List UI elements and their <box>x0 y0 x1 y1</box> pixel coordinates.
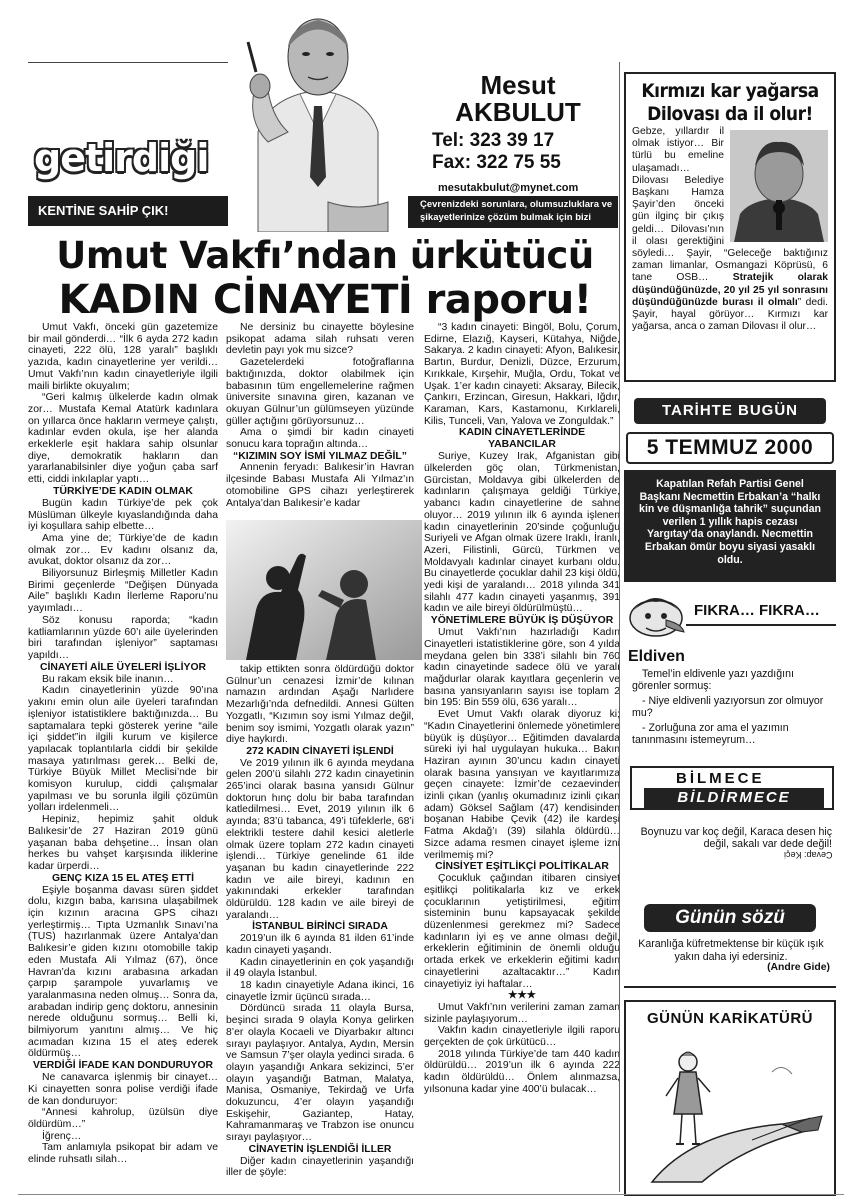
article-subheading: TÜRKİYE’DE KADIN OLMAK <box>53 485 193 497</box>
article-column-2-top <box>226 322 414 517</box>
article-paragraph: 2018 yılında Türkiye’de tam 440 kadın öldürüldü… 2019’un ilk 6 ayında 222 kadın öldürüldü… Önlem alınmazsa, yılsonuna kadar yine 400’ü bulacak… <box>424 1048 620 1095</box>
article-subheading: CİNAYETİ AİLE ÜYELERİ İŞLİYOR <box>39 661 207 673</box>
columnist-first-name: Mesut <box>480 70 556 100</box>
column-header <box>28 62 618 236</box>
tarihte-date-box <box>624 432 836 468</box>
article-paragraph: Tam anlamıyla psikopat bir adam ve elinde ruhsatlı silah… <box>28 1142 218 1166</box>
article-column-1 <box>28 322 218 1192</box>
side-column-title-line-2: Dilovası da il olur! <box>647 103 813 125</box>
fikra-title: FIKRA… FIKRA… <box>694 602 820 619</box>
side-column-quote: Stratejik olarak düşündüğünüzde, 20 yıl 25 yıl sonrasını düşündüğünüzde burası il olmalı <box>632 272 828 308</box>
columnist-last-name: AKBULUT <box>455 97 581 127</box>
article-paragraph: Ama yine de; Türkiye’de de kadın olmak zor… Ev kadını olsanız da, avukat, doktor olsanız da zor… <box>28 532 218 568</box>
article-subheading: 272 KADIN CİNAYETİ İŞLENDİ <box>246 745 394 757</box>
article-paragraph: takip ettikten sonra öldürdüğü doktor Gülnur’un cenazesi İzmir’de kılınan namazın ardından Aşağı Narlıdere Mezarlığı’nda defnedildi. Annesi Gülten Yozgatlı, “Kızımın soy ismi Yılmaz değil, benim soy ismimi, Yozgatlı olarak yazın” diye haykırdı. <box>226 664 414 746</box>
side-column-intro: Gebze, yıllardır il olmak istiyor… Bir türlü bu emeline ulaşamadı… Dilovası Belediye Başkanı Hamza Şayir’den önceki gün ilginç bir çıkış geldi… Dilovası’nın il olası gerektiğini söyledi… Şayir, “Geleceğe baktığınız zaman limanlar, Osmangazi Köprüsü, 6 tane OSB… <box>632 126 828 284</box>
columnist-info <box>418 72 618 194</box>
bilmece-answer: Cevap: Keçi <box>784 850 833 860</box>
article-paragraph: Ama o şimdi bir kadın cinayeti sonucu kara toprağın altında… <box>226 427 414 451</box>
gunun-sozu-title: Günün sözü <box>644 904 816 932</box>
page-bottom-rule <box>18 1194 844 1195</box>
bildirmece-word: BİLDİRMECE <box>644 788 824 808</box>
header-description: Çevrenizdeki sorunlara, olumsuzluklara ve şikayetlerinize çözüm bulmak için bizi arayın. <box>420 199 613 236</box>
bilmece-logo <box>630 766 834 810</box>
article-paragraph: “Annesi kahrolup, üzülsün diye öldürdüm…” <box>28 1107 218 1130</box>
article-paragraph: Ne canavarca işlenmiş bir cinayet… Ki cinayetten sonra polise verdiği ifade de kan donduruyor: <box>28 1072 218 1107</box>
bilmece-word: BİLMECE <box>676 770 765 787</box>
fikra-line-1: Temel’in eldivenle yazı yazdığını görenler sormuş: <box>632 668 794 693</box>
temel-caricature-icon <box>626 590 686 640</box>
fikra-line-3: - Zorluğuna zor ama el yazımın tanınmasını istemeyrum… <box>632 721 789 747</box>
fikra-header <box>624 588 836 644</box>
article-paragraph: 18 kadın cinayetiyle Adana ikinci, 16 cinayetle İzmir üçüncü sırada… <box>226 979 414 1003</box>
columnist-photo <box>228 2 408 232</box>
article-paragraph: Suriye, Kuzey Irak, Afganistan gibi ülkelerden göç olan, Türkmenistan, Gürcistan, Moldavya gibi ülkelerden de kadınların çalışmaya geldiği Türkiye, yabancı kadın cinayetlerine de sahne oluyor… 2019 yılının ilk 6 ayında işlenen kadın cinayetlerinin 20’sinde çoğunluğu Suriyeli ve Afgan olmak üzere Iraklı, İranlı, Azeri, Filistinli, Gürcü, Türkmen ve Moldavyalı kadınlar cinayet kurbanı oldu. Bu cinayetlerde çocuklar dahil 23 kişi öldü, yedi kişi de yaralandı… 2018 yılında 341 silahlı 477 kadın cinayeti yaşanmış, 391 kadın ve aile bireyi öldürülmüştü… <box>424 451 620 615</box>
side-column-title <box>626 80 834 126</box>
article-subheading: CİNSİYET EŞİTLİKÇİ POLİTİKALAR <box>435 861 609 873</box>
article-paragraph: Hepiniz, hepimiz şahit olduk Balıkesir’de 27 Haziran 2019 günü yaşanan baba dehşetine… İnsan olan herkes bu vahşet karşısında iliklerine kadar ürperdi… <box>28 814 218 872</box>
article-paragraph: Kadın cinayetlerinin yüzde 90’ına yakını emin olun aile üyeleri tarafından işleniyor istatistiklere baktığınızda… Bu saptamalara tepki gösterek yerine “aile içi şiddet”in ilgili kurum ve kişilerce yapılacak toplantılarla ciddi bir şekilde masaya yatırılması gerek… Belki de, Türkiye Büyük Millet Meclisi’nde bir komisyon kurulup, ciddi çalışmalar yapılması ve bu sorunla ilgili çözümün yolları irdelenmeli… <box>28 685 218 814</box>
bilmece-box <box>624 766 836 866</box>
article-column-2-bottom <box>226 664 414 1194</box>
violence-illustration <box>226 520 422 660</box>
cartoon-drawing <box>632 1032 828 1192</box>
fikra-rule <box>686 624 836 626</box>
slogan-bar: KENTİNE SAHİP ÇIK! <box>28 196 228 226</box>
article-paragraph: Evet Umut Vakfı olarak diyoruz ki; “Kadın Cinayetlerini önlemede yönetimlere büyük iş düşüyor… Eğitimden davalarda süreki iyi hal uygulayan hukuka… Bakın Haziran ayının 30’uncu kadın cinayeti olarak basına yansıyan ve kayıtlarımıza geçen cinayete: İzmir’de cezaevinden izinli çıkan (yanlış okumadınız izinli çıkan adam) Göksel Sağlam (47) kendisinden boşanan Habibe Çevik (42) ile kardeşi Fatma Akdağ’ı (39) silahla öldürdü… Sizce adama resmen cinayet işleme izni verilmemiş mi? <box>424 709 620 861</box>
article-paragraph: Bugün kadın Türkiye’de pek çok Müslüman ülkeyle kıyaslandığında daha iyi koşullara sahip elbette… <box>28 497 218 533</box>
article-paragraph: Çocukluk çağından itibaren cinsiyet eşitlikçi politikalarla kız ve erkek çocuklarının yetiştirilmesi, eğitim sisteminin bunu kapsayacak şekilde düzenlenmesi gerekmez mi? Sadece kadınların iyi eş ve anne olması değil, erkeklerin eğitiminin de önemli olduğu ortada erkek ve erkeklerin eğitimi kadın cinayetlerini azaltacaktır…” Kadın cinayetiyiz iyi haftalar… <box>424 873 620 990</box>
tarihte-text: Kapatılan Refah Partisi Genel Başkanı Necmettin Erbakan’a “halkı kin ve düşmanlığa tahrik” suçundan verilen 1 yıllık hapis cezası Yargıtay’da onaylandı. Necmettin Erbakan ömür boyu siyasi yasaklı oldu. <box>624 470 836 582</box>
mayor-photo <box>730 130 828 242</box>
side-column-text <box>626 126 834 333</box>
article-separator: ★★★ <box>508 990 536 1002</box>
article-paragraph: Eşiyle boşanma davası süren şiddet dolu, kızgın baba, karısına ulaşabilmek için kızının aracına GPS cihazı yerleştirmiş… Tıpta Uzmanlık Sınavı’na (TUS) hazırlanmak üzere Antalya’dan Balıkesir’e giden kızını otomobille takip eden Mustafa Ali Yılmaz (67), önce Havran’da kızını arabasına arkadan çarpıp şarampole yuvarlamış ve yaralanmasına neden olmuş… Sonra da, arabadan indirip genç doktoru, annesinin nerede olduğunu sormuş… Belli ki, bilmiyorum yanıtını almış… Ve hiç acımadan kızına 15 el ateş ederek öldürmüş… <box>28 884 218 1060</box>
phone-number: Tel: 323 39 17 <box>432 130 555 151</box>
side-column-title-line-1: Kırmızı kar yağarsa <box>641 80 819 102</box>
article-paragraph: Biliyorsunuz Birleşmiş Milletler Kadın Birimi geçenlerde “Değişen Dünyada Aile” başlıklı Kadın İlerleme Raporu’nu yayımladı… <box>28 568 218 615</box>
tarihte-bugun-title: TARİHTE BUGÜN <box>634 398 826 424</box>
article-subheading: İSTANBUL BİRİNCİ SIRADA <box>252 921 388 933</box>
email-address: mesutakbulut@mynet.com <box>438 182 579 194</box>
article-paragraph: İğrenç… <box>42 1130 82 1142</box>
section-word: getirdiği <box>34 136 209 180</box>
side-column-end: ” dedi. Şayir, hayal görüyor… Kırmızı kar yağarsa, anca o zaman Dilovası il olur… <box>632 296 828 333</box>
article-paragraph: Annenin feryadı: Balıkesir’in Havran ilçesinde Babası Mustafa Ali Yılmaz’ın otomobiline GPS cihazı yerleştirerek Antalya’dan Balıkesir’e kadar <box>226 462 414 509</box>
column-divider <box>619 62 620 1192</box>
article-paragraph: Gazetelerdeki fotoğraflarına baktığınızda, doktor olabilmek için babasının tüm engellemelerine rağmen üniversite sınavına giren, kazanan ve okuyan Gülnur’un gülümseyen yüzünde güller açtığını görüyorsunuz… <box>226 357 414 427</box>
fikra-body <box>624 648 836 758</box>
side-column-box <box>624 72 836 382</box>
bilmece-riddle: Boynuzu var koç değil, Karaca desen hiç değil, sakalı var dede değil! <box>640 826 832 851</box>
article-subheading: KADIN CİNAYETLERİNDE YABANCILAR <box>458 427 586 451</box>
headline-line-2: KADIN CİNAYETİ raporu! <box>58 277 592 323</box>
article-paragraph: Kadın cinayetlerinin en çok yaşandığı il 49 olayla İstanbul. <box>226 956 414 980</box>
article-column-3 <box>424 322 620 1192</box>
tarihte-date: 5 TEMMUZ 2000 <box>626 432 834 464</box>
fikra-line-2: - Niye eldivenli yazıyorsun zor olmuyor mu? <box>632 694 824 720</box>
karikatur-title: GÜNÜN KARİKATÜRÜ <box>646 1010 814 1027</box>
article-paragraph: Ne dersiniz bu cinayette böylesine psikopat adama silah ruhsatı veren devletin payı yok mu sizce? <box>226 322 414 357</box>
article-paragraph: Ve 2019 yılının ilk 6 ayında meydana gelen 200’ü silahlı 272 kadın cinayetinin 265’inci olarak basına yansıdı Gülnur doktorun hınç dolu bir baba tarafından katledilmesi… Evet, 2019 yılının ilk 6 ayında; 83’ü tabanca, 49’i tüfeklerle, 68’i elektrikli testere dahil kesici aletlerle olmak üzere toplam 272 kadın cinayeti işlendi… Türkiye genelinde 61 ilde yaşanan bu kadın cinayetlerinde 222 kadın ve aile bireyi, kadının en yakınındaki erkekler tarafından öldürüldü. 128 kadın ve aile bireyi de yaralandı… <box>226 757 414 921</box>
article-headline <box>30 234 620 322</box>
tarihte-bugun-header <box>624 398 836 428</box>
gunun-sozu-box <box>624 892 836 988</box>
article-paragraph: Söz konusu raporda; “kadın katliamlarının yüzde 60’ı aile üyelerinden biri tarafından işleniyor” saptaması yapıldı… <box>28 614 218 661</box>
article-paragraph: Umut Vakfı’nın hazırladığı Kadın Cinayetleri istatistiklerine göre, son 4 yılda meydana gelen bin 338’i silahlı bin 760 kadın cinayetinde sadece ölü ve yaralı mağdurlar olarak kayıtlara geçenlerin ve basına yansıyanların sayısı ise toplam 2 bin 195: Bin 559 ölü, 636 yaralı… <box>424 627 620 709</box>
article-subheading: GENÇ KIZA 15 EL ATEŞ ETTİ <box>51 872 195 884</box>
article-paragraph: Bu rakam eksik bile inanın… <box>42 673 174 685</box>
article-paragraph: Umut Vakfı’nın verilerini zaman zaman sizinle paylaşıyorum… <box>424 1001 620 1025</box>
article-paragraph: 2019’un ilk 6 ayında 81 ilden 61’inde kadın cinayeti yaşandı. <box>226 933 414 956</box>
article-subheading: “KIZIMIN SOY İSMİ YILMAZ DEĞİL” <box>233 450 407 462</box>
article-paragraph: “3 kadın cinayeti: Bingöl, Bolu, Çorum, Edirne, Elazığ, Kayseri, Kütahya, Niğde, Sakarya. 2 kadın cinayeti: Afyon, Balıkesir, Bartın, Burdur, Denizli, Düzce, Erzurum, Kırıkkale, Kırşehir, Muğla, Ordu, Tokat ve Uşak. 1’er kadın cinayeti: Aksaray, Bilecik, Çankırı, Erzincan, Giresun, Hakkari, Iğdır, Karaman, Kars, Kastamonu, Kırklareli, Kilis, Tunceli, Van, Yalova ve Zonguldak.” <box>424 322 620 427</box>
article-paragraph: Vakfın kadın cinayetleriyle ilgili raporu gerçekten de çok ürkütücü… <box>424 1025 620 1049</box>
gunun-sozu-quote: Karanlığa küfretmektense bir küçük ışık yakın daha iyi edersiniz. <box>638 938 824 963</box>
headline-line-1: Umut Vakfı’ndan ürkütücü <box>56 234 594 277</box>
article-subheading: VERDİĞİ İFADE KAN DONDURUYOR <box>32 1060 214 1072</box>
article-paragraph: Dördüncü sırada 11 olayla Bursa, beşinci sırada 9 olayla Konya gelirken 8’er olayla Kocaeli ve Diyarbakır altıncı sırayı paylaşıyor. Antalya, Aydın, Mersin ve Samsun 7’şer olayla yedinci sırada. 6 olayın yaşandığı Ankara sekizinci, 5’er olayın yaşandığı Batman, Malatya, Manisa, Osmaniye, Tekirdağ ve Urfa dokuzuncu, 4’er olayın yaşandığı Eskişehir, Gaziantep, Hatay, Kahramanmaraş ve Trabzon ise onuncu sırayı paylaşıyor… <box>226 1003 414 1144</box>
article-paragraph: Umut Vakfı, önceki gün gazetemize bir mail gönderdi… “İlk 6 ayda 272 kadın cinayeti, 222 ölü, 128 yaralı” başlıklı yazıda, kadın cinayetlerine yer verildi… Umut Vakfı’nın kadın cinayetleriyle ilgili maili birlikte okuyalım; <box>28 322 218 392</box>
header-rule <box>28 62 228 122</box>
fikra-subtitle: Eldiven <box>628 648 685 665</box>
fax-number: Fax: 322 75 55 <box>432 152 561 173</box>
article-subheading: YÖNETİMLERE BÜYÜK İŞ DÜŞÜYOR <box>430 615 614 627</box>
article-paragraph: Diğer kadın cinayetlerinin yaşandığı iller de şöyle: <box>226 1155 414 1179</box>
karikatur-box <box>624 1000 836 1196</box>
article-subheading: CİNAYETİN İŞLENDİĞİ İLLER <box>248 1143 392 1155</box>
gunun-sozu-author: (Andre Gide) <box>767 962 830 973</box>
article-paragraph: “Geri kalmış ülkelerde kadın olmak zor… Mustafa Kemal Atatürk kadınlara on yıllarca önce hakların vermeye çalıştı, kadınlar evden okula, işe her alanda erkeklerle eşit haklara sahip olsunlar diye, demokratik hakların dan yararlanabilsinler diye yoğun çaba sarf etti, ciddi inkılaplar yaptı… <box>28 392 218 486</box>
